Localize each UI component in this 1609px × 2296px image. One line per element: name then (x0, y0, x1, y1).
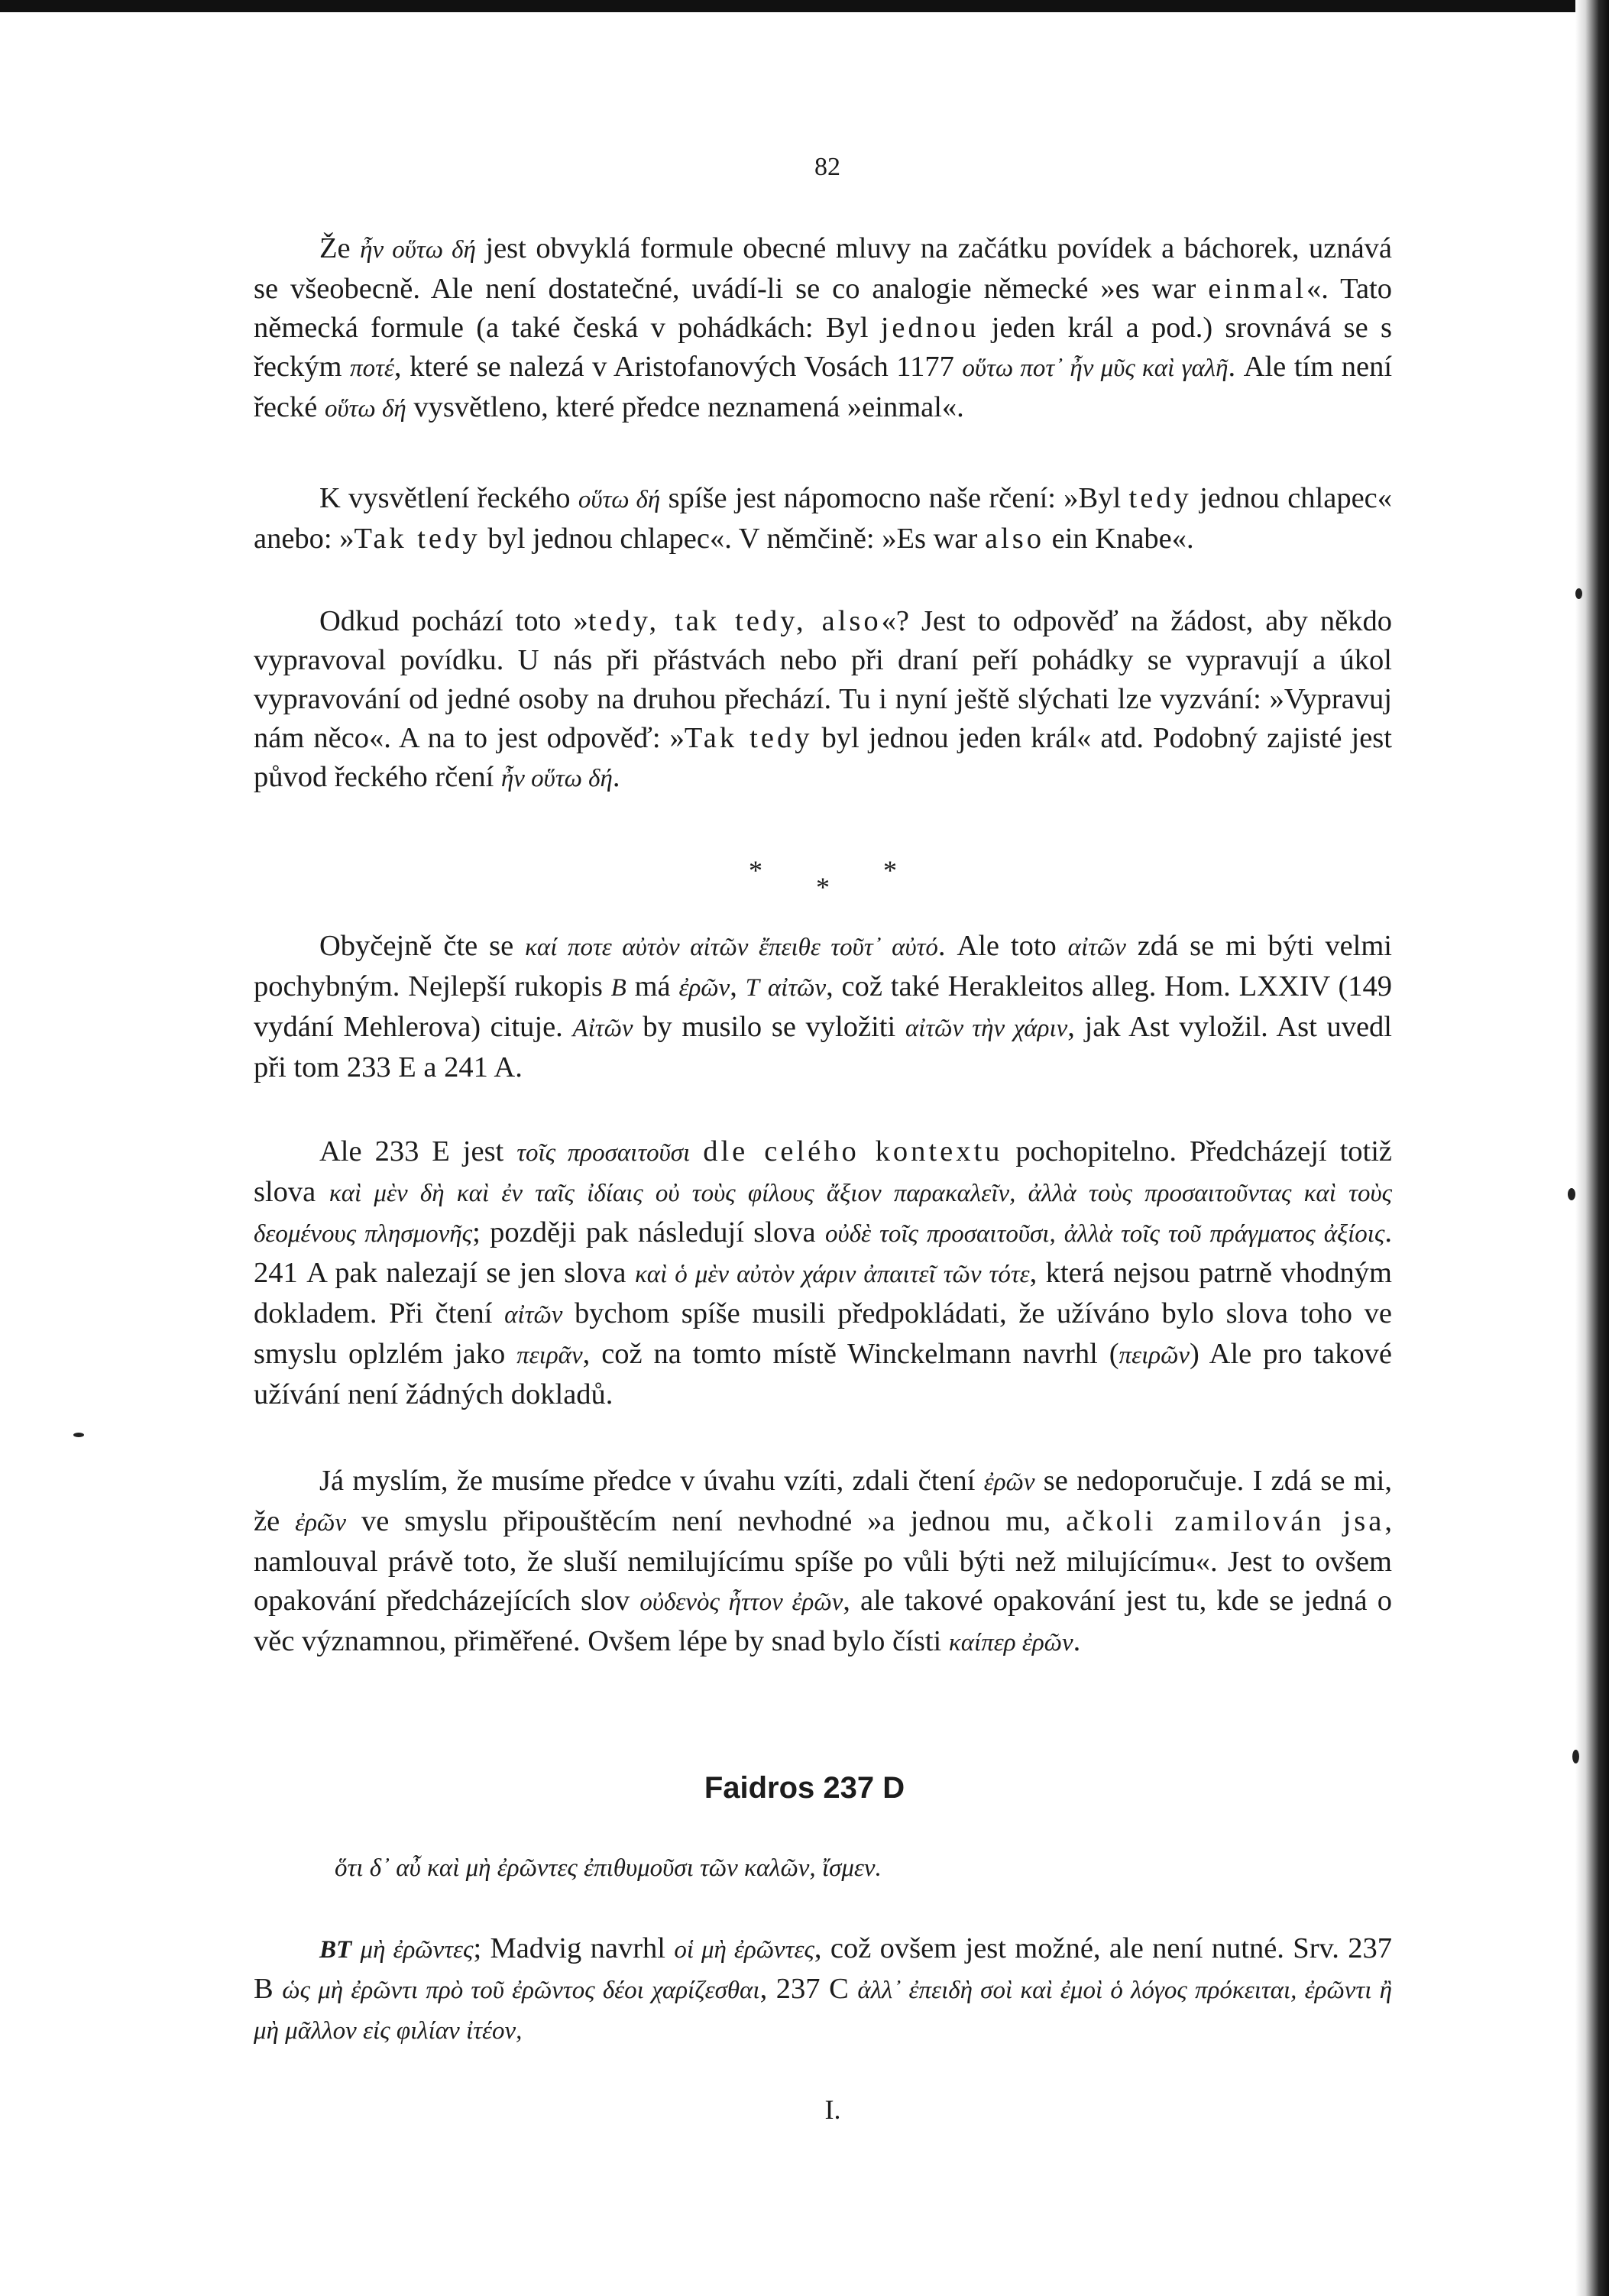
text-run: Odkud pochází toto » (319, 605, 588, 637)
greek-phrase: καίπερ ἐρῶν (948, 1629, 1073, 1656)
text-run: . (612, 761, 620, 793)
text-run (351, 1932, 360, 1964)
text-run: , což také Herakleitos alleg. Hom. LXXIV (149 vydání Mehlerova) cituje. (254, 970, 1393, 1043)
greek-phrase: οὕτω δή (324, 395, 406, 423)
text-run: byl jednou chlapec«. V němčině: »Es war (480, 523, 985, 555)
text-run: Já myslím, že musíme předce v úvahu vzíti, zdali čtení (319, 1465, 984, 1497)
greek-phrase: μὴ ἐρῶντες (360, 1936, 474, 1964)
paragraph-7 (254, 1929, 1392, 2051)
greek-phrase: ἦν οὕτω δή (500, 765, 613, 792)
text-run: zdá se mi býti velmi pochybným. Nejlepší rukopis (254, 930, 1392, 1002)
text-run: , která nejsou patrně vhodným dokladem. Při čtení (254, 1257, 1392, 1329)
scan-speck (73, 1433, 84, 1437)
text-run: se nedoporučuje. I zdá se mi, že (254, 1465, 1392, 1537)
text-run: , jak Ast vyložil. Ast uvedl při tom 233 E a 241 A. (254, 1011, 1392, 1083)
asterism-divider (749, 854, 902, 900)
text-run: ; později pak následují slova (472, 1216, 825, 1248)
scan-speck (1572, 1750, 1579, 1763)
spaced-emphasis: jednou (880, 312, 979, 344)
greek-phrase: καὶ μὲν δὴ καὶ ἐν ταῖς ἰδίαις οὐ τοὺς φίλους ἄξιον παρακαλεῖν, ἀλλὰ τοὺς προσαιτοῦντας καὶ τοὺς δεομένους πλησμονῆς (254, 1180, 1392, 1248)
greek-phrase: οὐδὲ τοῖς προσαιτοῦσι, ἀλλὰ τοῖς τοῦ πράγματος ἀξίοις (824, 1220, 1385, 1248)
asterism-star: * (749, 855, 762, 886)
text-run: jednou chlapec« anebo: » (254, 482, 1393, 555)
text-run: ) Ale pro takové užívání není žádných dokladů. (254, 1338, 1392, 1410)
text-run: jest obvyklá formule obecné mluvy na začátku povídek a báchorek, uznává se všeobecně. Ale není dostatečné, uvádí-li se co analogie německé »es war (254, 232, 1393, 305)
text-run: «. Tato německá formule (a také česká v pohádkách: Byl (254, 273, 1393, 344)
greek-phrase: αἰτῶν (767, 974, 827, 1002)
greek-phrase: ἐρῶν (678, 974, 730, 1002)
signature-mark: I. (824, 2094, 841, 2125)
greek-phrase: BT (319, 1936, 352, 1964)
greek-phrase: Αἰτῶν (572, 1015, 633, 1042)
text-run: K vysvětlení řeckého (319, 482, 578, 514)
text-run: Obyčejně čte se (319, 930, 526, 962)
spaced-emphasis: also (984, 523, 1044, 555)
asterism-star: * (883, 855, 897, 886)
greek-phrase: τοῖς προσαιτοῦσι (516, 1139, 691, 1167)
greek-phrase: T (745, 974, 760, 1002)
greek-phrase: οὕτω δή (578, 486, 661, 513)
text-run: jeden král a pod.) srovnává se s řeckým (254, 312, 1392, 383)
scan-top-edge (0, 0, 1609, 12)
text-run: . 241 A pak nalezají se jen slova (254, 1216, 1392, 1289)
text-run: , které se nalezá v Aristofanových Vosách 1177 (393, 351, 963, 383)
paragraph-6 (254, 1462, 1392, 1663)
spaced-emphasis: dle celého kontextu (703, 1135, 1003, 1167)
text-run: byl jednou jeden král« atd. Podobný zajisté jest původ řeckého rčení (254, 722, 1392, 793)
paragraph-2 (254, 479, 1392, 559)
text-run: , ale takové opakování jest tu, kde se jedná o věc významnou, přiměřené. Ovšem lépe by snad bylo čísti (254, 1585, 1392, 1657)
greek-phrase: καί ποτε αὐτὸν αἰτῶν ἔπειθε τοῦτ᾽ αὐτό (525, 934, 938, 961)
paragraph-3 (254, 602, 1392, 798)
greek-phrase: οὕτω ποτ᾽ ἦν μῦς καὶ γαλῆ (962, 355, 1229, 382)
text-run: ve smyslu připouštěcím není nevhodné »a jednou mu, (345, 1505, 1067, 1537)
spaced-emphasis: Tak tedy (354, 523, 481, 555)
text-run: , (730, 970, 746, 1002)
text-run: . (1073, 1625, 1081, 1657)
text-run: by musilo se vyložiti (633, 1011, 905, 1043)
text-run: vysvětleno, které předce neznamená »einmal«. (406, 391, 964, 423)
spaced-emphasis: einmal (1208, 273, 1307, 305)
text-run: pochopitelno. Předcházejí totiž slova (254, 1135, 1392, 1208)
text-run: Ale 233 E jest (319, 1135, 517, 1167)
page-number: 82 (814, 153, 840, 181)
greek-phrase: οὐδενὸς ἧττον ἐρῶν (639, 1588, 843, 1616)
greek-phrase: ἐρῶν (983, 1469, 1035, 1496)
greek-phrase: καὶ ὁ μὲν αὐτὸν χάριν ἀπαιτεῖ τῶν τότε (634, 1261, 1030, 1288)
text-run: «? Jest to odpověď na žádost, aby někdo vypravoval povídku. U nás při přástvách nebo při draní peří pohádky se vypravují a úkol vypravování od jedné osoby na druhou přechází. Tu i nyní ještě slýchati lze vyzvání: »Vypravuj nám něco«. A na to jest odpověď: » (254, 605, 1392, 754)
spaced-emphasis: tedy, tak tedy, also (588, 605, 882, 637)
text-run: , namlouval právě toto, že sluší nemilujícímu spíše po vůli býti než milujícímu«. Jest to ovšem opakování předcházejících slov (254, 1505, 1392, 1617)
text-run: spíše jest nápomocno naše rčení: »Byl (660, 482, 1129, 514)
scan-speck (1568, 1188, 1575, 1200)
greek-phrase: ὡς μὴ ἐρῶντι πρὸ τοῦ ἐρῶντος δέοι χαρίζεσθαι (282, 1977, 760, 2004)
paragraph-1 (254, 229, 1392, 429)
text-run: ; Madvig navrhl (473, 1932, 675, 1964)
text-run (759, 970, 768, 1002)
text-run: Že (319, 232, 361, 264)
greek-phrase: αἰτῶν (1067, 934, 1126, 961)
text-run: , což na tomto místě Winckelmann navrhl ( (582, 1338, 1119, 1370)
spaced-emphasis: ačkoli zamilován jsa (1066, 1505, 1385, 1537)
asterism-star: * (816, 872, 830, 902)
greek-quotation: ὅτι δ᾽ αὖ καὶ μὴ ἐρῶντες ἐπιθυμοῦσι τῶν καλῶν, ἴσμεν. (335, 1854, 882, 1882)
greek-phrase: αἰτῶν (504, 1301, 563, 1329)
paragraph-5 (254, 1132, 1392, 1414)
greek-phrase: ἐρῶν (295, 1509, 346, 1537)
greek-phrase: οἱ μὴ ἐρῶντες (674, 1936, 814, 1964)
text-run: , 237 C (759, 1973, 858, 2005)
spaced-emphasis: tedy (1128, 482, 1192, 514)
text-run: , což ovšem jest možné, ale není nutné. Srv. 237 B (254, 1932, 1392, 2005)
spaced-emphasis: Tak tedy (684, 722, 813, 754)
text-run: bychom spíše musili předpokládati, že užíváno bylo slova toho ve smyslu oplzlém jako (254, 1297, 1392, 1370)
greek-phrase: πειρᾶν (516, 1342, 583, 1369)
paragraph-4 (254, 927, 1392, 1087)
text-run: má (626, 970, 679, 1002)
scan-right-edge (1575, 0, 1609, 2296)
greek-phrase: ποτέ (350, 355, 394, 382)
greek-phrase: πειρῶν (1119, 1342, 1190, 1369)
greek-phrase: αἰτῶν τὴν χάριν (905, 1015, 1068, 1042)
greek-phrase: B (610, 974, 626, 1002)
section-heading: Faidros 237 D (704, 1771, 905, 1805)
greek-phrase: ἀλλ᾽ ἐπειδὴ σοὶ καὶ ἐμοὶ ὁ λόγος πρόκειται, ἐρῶντι ἢ μὴ μᾶλλον εἰς φιλίαν ἰτέον, (254, 1977, 1393, 2045)
text-run: ein Knabe«. (1044, 523, 1194, 555)
text-run: . Ale toto (937, 930, 1068, 962)
greek-phrase: ἦν οὕτω δή (360, 236, 476, 264)
text-run (690, 1135, 703, 1167)
text-run: . Ale tím není řecké (254, 351, 1393, 423)
scan-speck (1575, 588, 1582, 599)
